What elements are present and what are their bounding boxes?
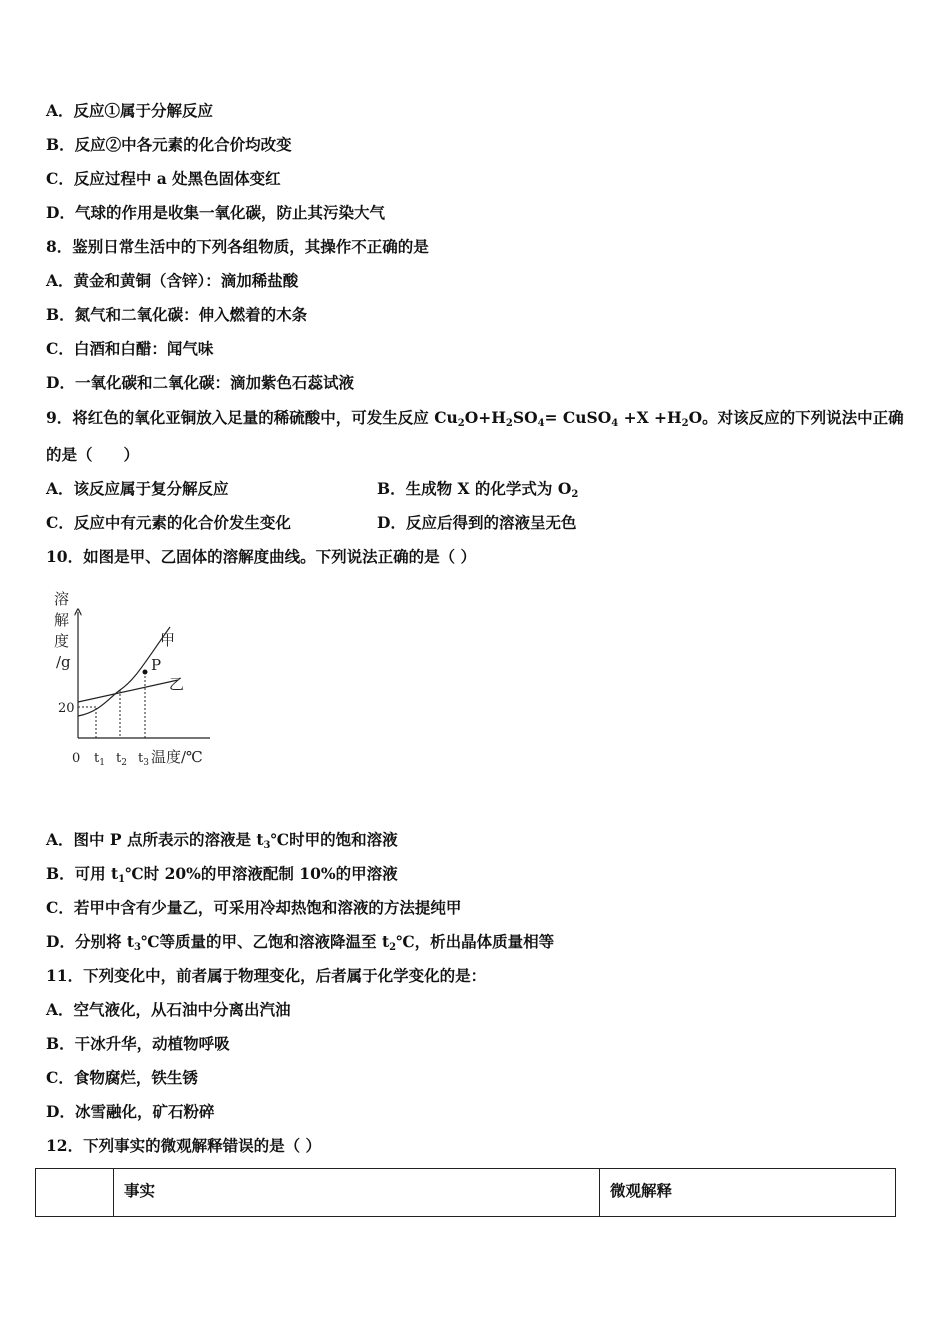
q9-stem bbox=[46, 408, 904, 428]
y-axis-label-2: 解 bbox=[54, 611, 70, 629]
y-axis-unit: /g bbox=[56, 653, 71, 671]
q8-option-a: A．黄金和黄铜（含锌）：滴加稀盐酸 bbox=[46, 271, 299, 290]
solubility-curve-figure bbox=[50, 582, 220, 772]
q8-stem: 8．鉴别日常生活中的下列各组物质，其操作不正确的是 bbox=[46, 237, 429, 256]
x-tick-t1: $t_1$ bbox=[94, 751, 105, 768]
q8-option-d: D．一氧化碳和二氧化碳：滴加紫色石蕊试液 bbox=[46, 373, 354, 392]
q12-stem: 12．下列事实的微观解释错误的是（ ） bbox=[46, 1136, 321, 1155]
q11-option-d: D．冰雪融化，矿石粉碎 bbox=[46, 1102, 215, 1121]
q11-option-c: C．食物腐烂，铁生锈 bbox=[46, 1068, 198, 1087]
q10-option-d: D．分别将 $t_3℃$等质量的甲、乙饱和溶液降温至 $t_2℃$，析出晶体质量相等 bbox=[46, 932, 555, 953]
q12-table bbox=[35, 1168, 896, 1217]
q8-option-c: C．白酒和白醋：闻气味 bbox=[46, 339, 214, 358]
q7-option-a: A．反应①属于分解反应 bbox=[46, 101, 214, 120]
y-axis-label-3: 度 bbox=[54, 632, 70, 650]
x-axis-label: 温度/℃ bbox=[151, 748, 203, 766]
q9-stem-pre: 9．将红色的氧化亚铜放入足量的稀硫酸中，可发生反应 bbox=[46, 408, 435, 427]
q9-stem-post: 。对该反应的下列说法中正确 bbox=[702, 408, 904, 427]
point-p-label: P bbox=[151, 656, 162, 674]
q9-option-b: B．生成物 X 的化学式为 $O_2$ bbox=[377, 479, 579, 500]
table-row bbox=[36, 1169, 896, 1217]
table-header-fact: 事实 bbox=[114, 1169, 600, 1217]
q9-option-c: C．反应中有元素的化合价发生变化 bbox=[46, 513, 291, 532]
q10-option-a: A．图中 P 点所表示的溶液是 $t_3℃$时甲的饱和溶液 bbox=[46, 830, 398, 851]
table-header-explanation: 微观解释 bbox=[600, 1169, 896, 1217]
x-tick-origin: 0 bbox=[72, 751, 81, 766]
q11-option-b: B．干冰升华，动植物呼吸 bbox=[46, 1034, 230, 1053]
q9-stem-line2: 的是（ ） bbox=[46, 445, 140, 464]
q7-option-d: D．气球的作用是收集一氧化碳，防止其污染大气 bbox=[46, 203, 385, 222]
q10-option-b: B．可用 $t_1℃$时 20%的甲溶液配制 10%的甲溶液 bbox=[46, 864, 398, 885]
x-tick-t3: $t_3$ bbox=[138, 751, 149, 768]
y-axis-label-1: 溶 bbox=[54, 590, 70, 608]
q9-option-a: A．该反应属于复分解反应 bbox=[46, 479, 229, 498]
q11-stem: 11．下列变化中，前者属于物理变化，后者属于化学变化的是： bbox=[46, 966, 487, 985]
series-label-yi: 乙 bbox=[169, 675, 185, 693]
table-header-cell bbox=[36, 1169, 114, 1217]
q11-option-a: A．空气液化，从石油中分离出汽油 bbox=[46, 1000, 291, 1019]
q9-equation: $Cu_2O+H_2SO_4=$ CuSO$_4$ $+X +H_2O$ bbox=[434, 408, 703, 429]
point-p bbox=[143, 670, 148, 675]
y-tick-20: 20 bbox=[58, 701, 75, 716]
x-tick-t2: $t_2$ bbox=[116, 751, 127, 768]
q7-option-c: C．反应过程中 a 处黑色固体变红 bbox=[46, 169, 281, 188]
series-label-jia: 甲 bbox=[160, 631, 176, 649]
q10-option-c: C．若甲中含有少量乙，可采用冷却热饱和溶液的方法提纯甲 bbox=[46, 898, 462, 917]
q9-option-d: D．反应后得到的溶液呈无色 bbox=[377, 513, 577, 532]
q10-stem: 10．如图是甲、乙固体的溶解度曲线。下列说法正确的是（ ） bbox=[46, 547, 476, 566]
q7-option-b: B．反应②中各元素的化合价均改变 bbox=[46, 135, 292, 154]
q8-option-b: B．氮气和二氧化碳：伸入燃着的木条 bbox=[46, 305, 308, 324]
